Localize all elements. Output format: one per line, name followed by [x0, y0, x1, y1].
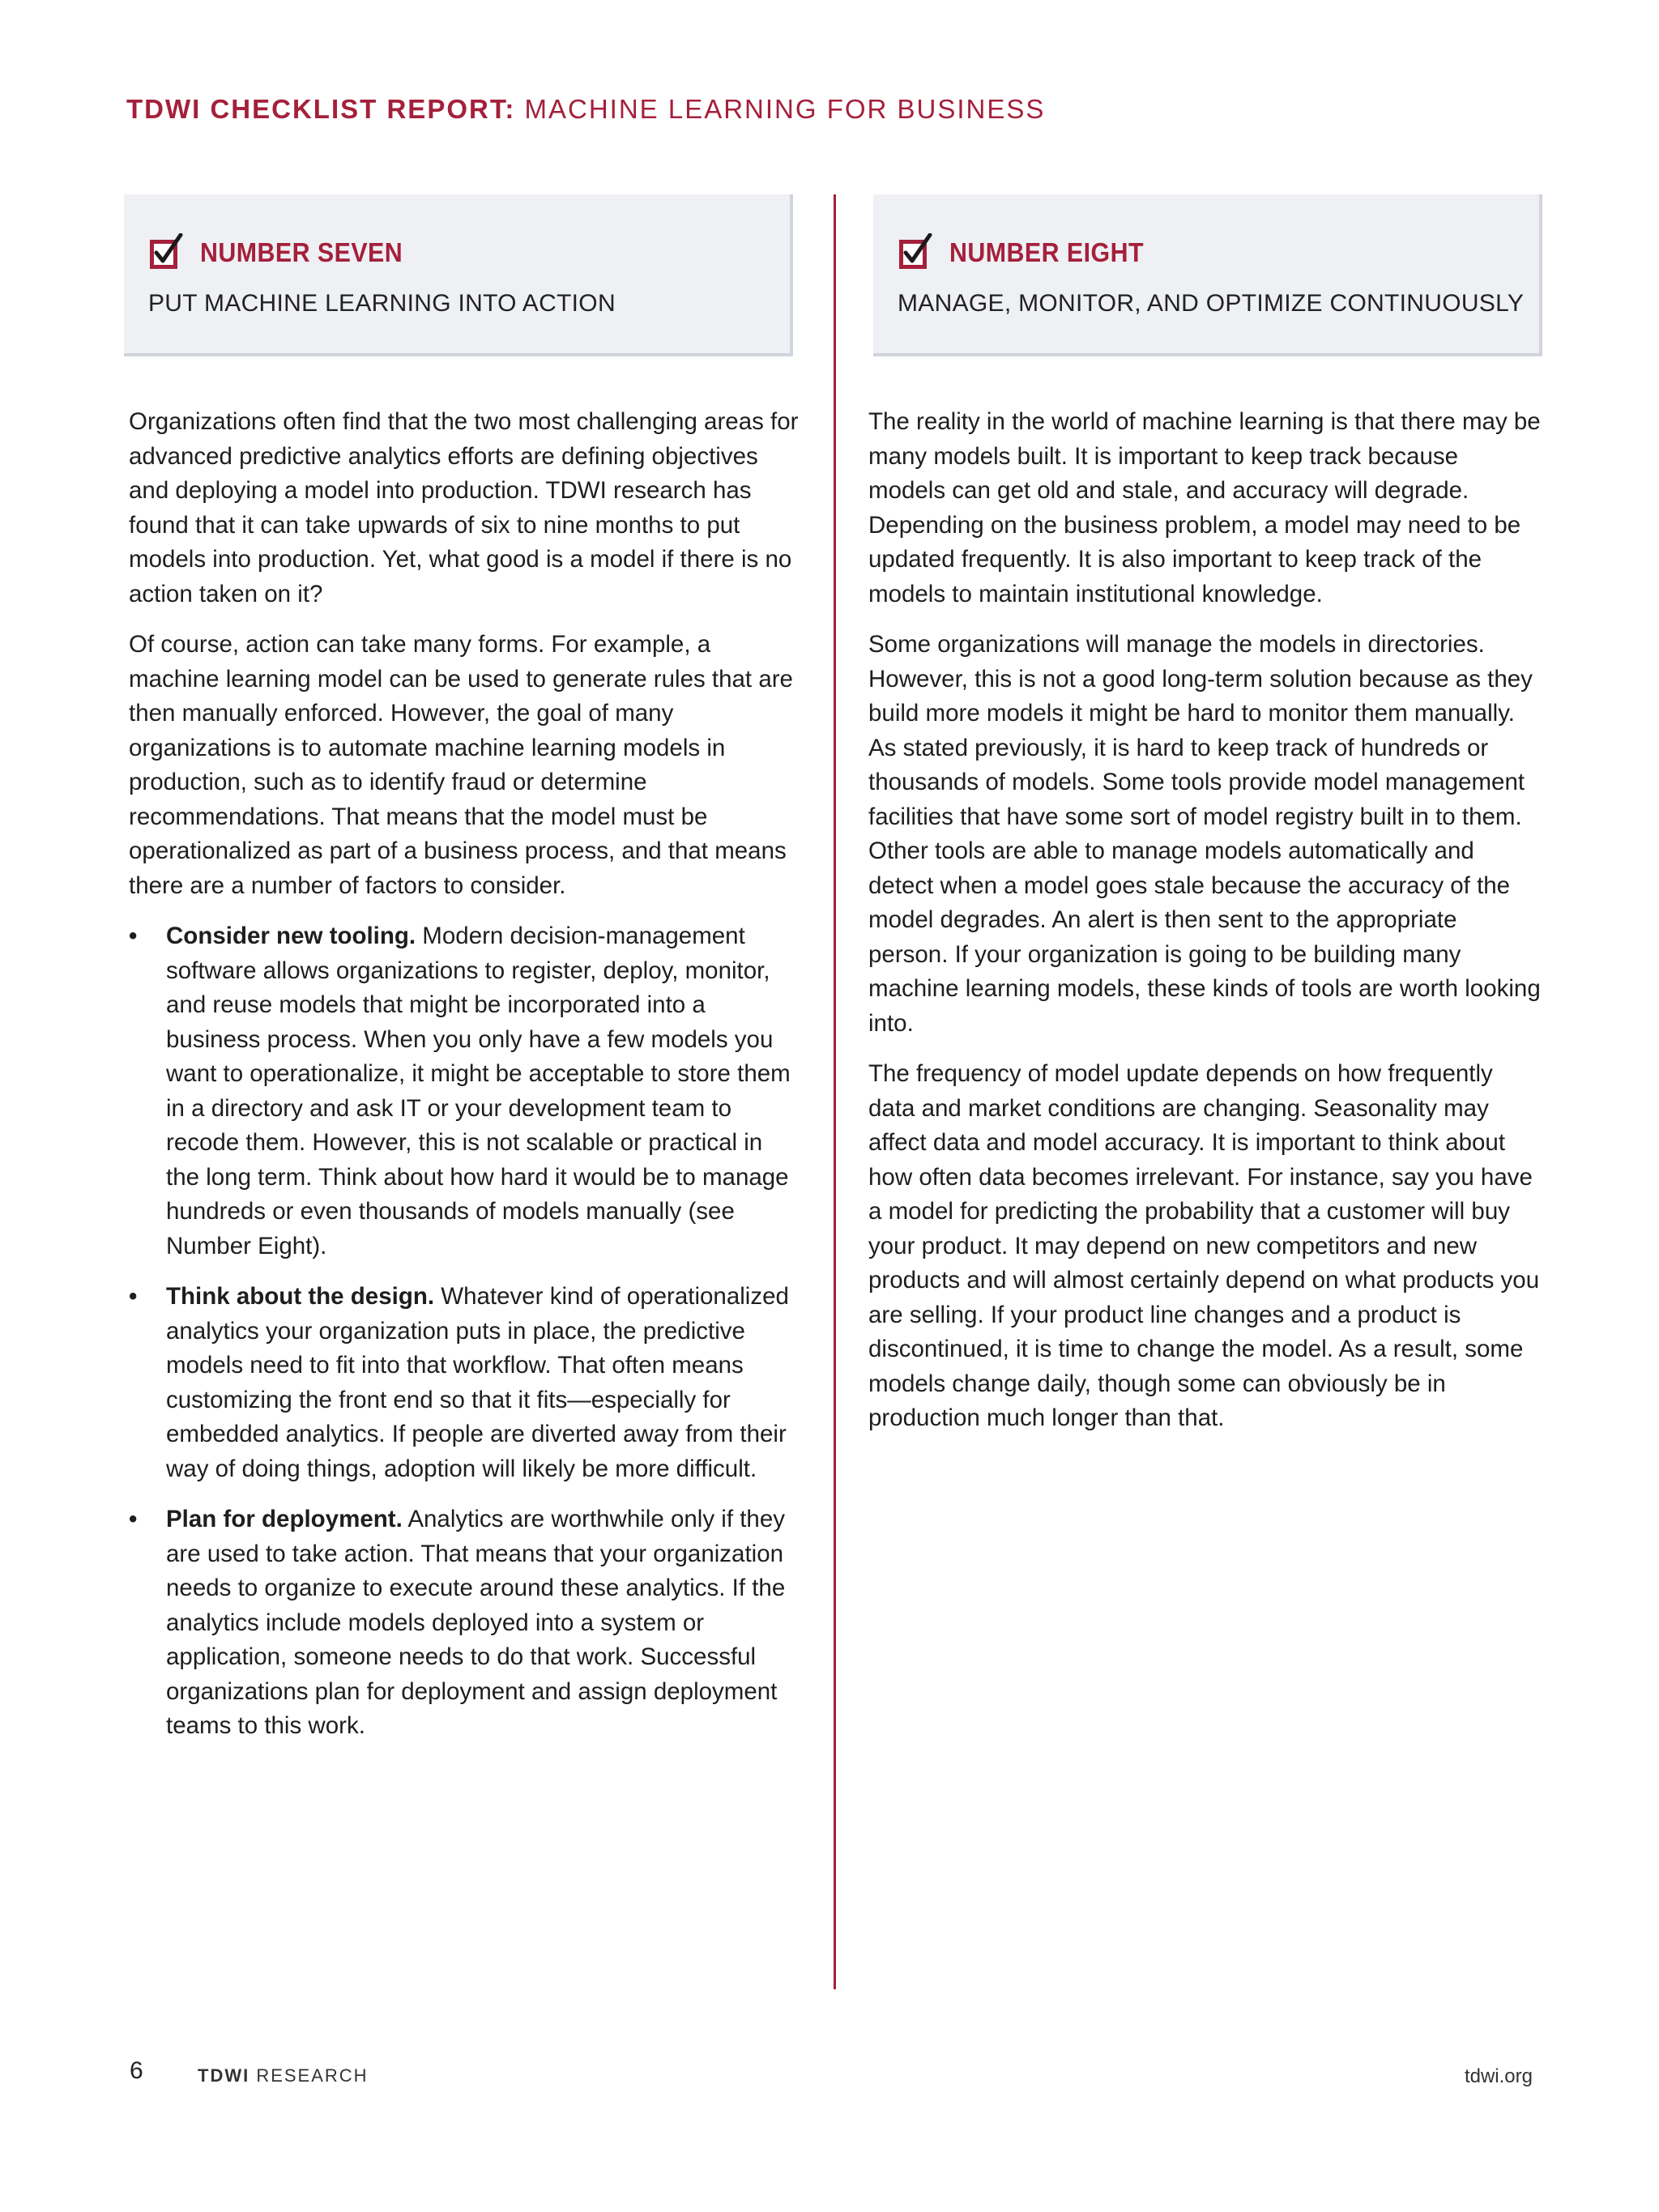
body-paragraph: The frequency of model update depends on how frequently data and market conditions are changing. Seasonality may affect data and model accuracy. It is important to think about how often data becomes irrelevant. For instance, say you have a model for predicting the probability that a customer will buy your product. It may depend on new competitors and new products and will almost certainly depend on what products you are selling. If your product line changes and a product is discontinued, it is time to change the model. As a result, some models change daily, though some can obviously be in production much longer than that.: [868, 1060, 1540, 1431]
body-paragraph: Some organizations will manage the models in directories. However, this is not a good long-term solution because as they build more models it might be hard to monitor them manually. As stated previously, it is hard to keep track of hundreds or thousands of models. Some tools provide model management facilities that have some sort of model registry built in to them. Other tools are able to manage models automatically and detect when a model goes stale because the accuracy of the model degrades. An alert is then sent to the appropriate person. If your organization is going to be building many machine learning models, these kinds of tools are worth looking into.: [868, 631, 1541, 1037]
footer-url[interactable]: tdwi.org: [1464, 2065, 1533, 2087]
page-number: 6: [130, 2057, 143, 2084]
checklist-number-title: NUMBER SEVEN: [200, 237, 403, 267]
report-header-bold: TDWI CHECKLIST REPORT:: [126, 94, 516, 124]
bullet-text: Whatever kind of operationalized analytics your organization puts in place, the predictive models need to fit into that workflow. That often means customizing the front end so that it fits—especially for embedded analytics. If people are diverted away from their way of doing things, adoption will likely be more difficult.: [166, 1283, 789, 1482]
number-eight-box: [873, 194, 1542, 356]
bullet-lead: Think about the design.: [166, 1283, 435, 1310]
checklist-subtitle: PUT MACHINE LEARNING INTO ACTION: [148, 290, 616, 317]
column-divider: [834, 194, 836, 1989]
checklist-subtitle: MANAGE, MONITOR, AND OPTIMIZE CONTINUOUSLY: [898, 290, 1525, 317]
checkbox-checked-icon: [148, 233, 184, 272]
logo-bold: TDWI: [198, 2065, 250, 2086]
report-header-title: MACHINE LEARNING FOR BUSINESS: [515, 94, 1046, 124]
bullet-list: [129, 919, 801, 1744]
number-seven-box: [124, 194, 793, 356]
body-paragraph: The reality in the world of machine learning is that there may be many models built. It is important to keep track because models can get old and stale, and accuracy will degrade. Depending on the business problem, a model may need to be updated frequently. It is also important to keep track of the models to maintain institutional knowledge.: [868, 408, 1541, 607]
body-paragraph: Of course, action can take many forms. For example, a machine learning model can be used to generate rules that are then manually enforced. However, the goal of many organizations is to automate machine learning models in production, such as to identify fraud or determine recommendations. That means that the model must be operationalized as part of a business process, and that means there are a number of factors to consider.: [129, 631, 793, 899]
bullet-icon: •: [129, 923, 138, 949]
bullet-icon: •: [129, 1506, 138, 1532]
report-header: [126, 94, 1045, 125]
checklist-number-title: NUMBER EIGHT: [949, 237, 1144, 267]
logo-rest: RESEARCH: [249, 2065, 369, 2086]
bullet-text: Modern decision-management software allows organizations to register, deploy, monitor, and reuse models that might be incorporated into a business process. When you only have a few models you want to operationalize, it might be acceptable to store them in a directory and ask IT or your development team to recode them. However, this is not scalable or practical in the long term. Think about how hard it would be to manage hundreds or even thousands of models manually (see Number Eight).: [166, 923, 791, 1259]
bullet-icon: •: [129, 1283, 138, 1310]
bullet-text: Analytics are worthwhile only if they are used to take action. That means that your organization needs to organize to execute around these analytics. If the analytics include models deployed into a system or application, someone needs to do that work. Successful organizations plan for deployment and assign deployment teams to this work.: [166, 1506, 786, 1739]
list-item: [129, 1280, 801, 1486]
tdwi-research-logo: [198, 2065, 369, 2086]
bullet-lead: Plan for deployment.: [166, 1506, 403, 1532]
list-item: [129, 1502, 801, 1744]
body-paragraph: Organizations often find that the two most challenging areas for advanced predictive analytics efforts are defining objectives and deploying a model into production. TDWI research has found that it can take upwards of six to nine months to put models into production. Yet, what good is a model if there is no action taken on it?: [129, 408, 799, 607]
left-column: [129, 405, 801, 1760]
bullet-lead: Consider new tooling.: [166, 923, 416, 949]
right-column: [868, 405, 1541, 1452]
list-item: [129, 919, 801, 1264]
checkbox-checked-icon: [898, 233, 933, 272]
